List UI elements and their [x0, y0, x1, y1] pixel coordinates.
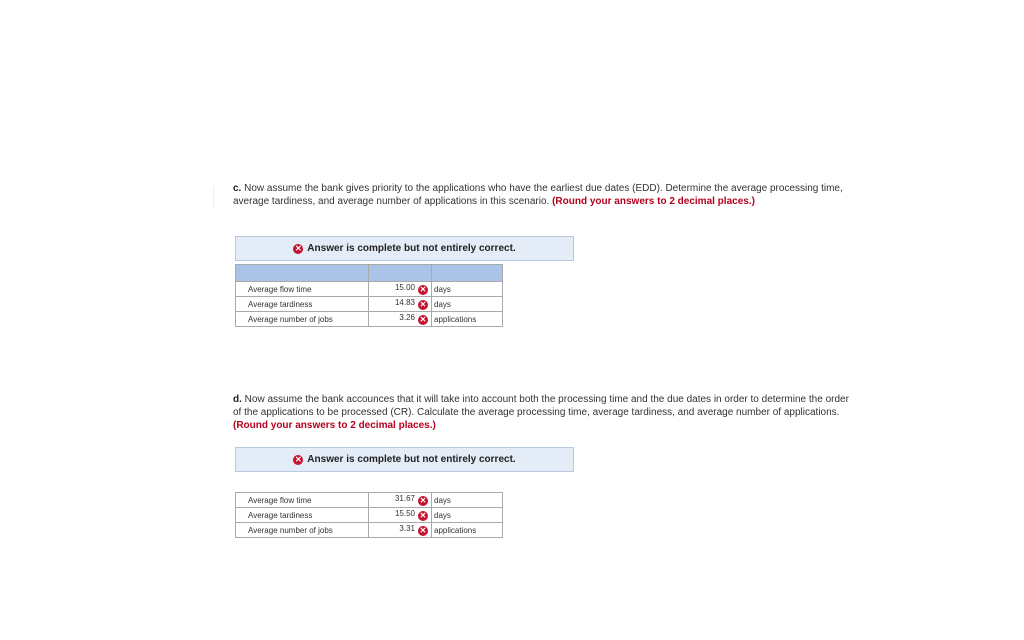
x-circle-icon: ✕ [419, 526, 427, 535]
table-row [236, 282, 503, 297]
question-c-hint: (Round your answers to 2 decimal places.) [552, 196, 755, 207]
question-c [233, 182, 858, 208]
answer-status-text-c: Answer is complete but not entirely correct. [307, 243, 516, 254]
x-circle-icon: ✕ [419, 496, 427, 505]
x-circle-icon: ✕ [294, 454, 302, 464]
table-row [236, 297, 503, 312]
answer-input[interactable]: 15.00 ✕ [369, 282, 432, 297]
answer-table-c [235, 264, 503, 327]
answer-input[interactable]: 3.31 ✕ [369, 523, 432, 538]
table-header-row [236, 265, 503, 282]
table-row [236, 523, 503, 538]
answer-input[interactable]: 31.67 ✕ [369, 493, 432, 508]
answer-input[interactable]: 15.50 ✕ [369, 508, 432, 523]
row-unit: days [432, 282, 503, 297]
row-unit: days [432, 297, 503, 312]
question-d-hint: (Round your answers to 2 decimal places.) [233, 420, 436, 431]
row-unit: applications [432, 312, 503, 327]
row-label: Average tardiness [236, 508, 369, 523]
row-label: Average number of jobs [236, 312, 369, 327]
answer-table-d [235, 475, 503, 538]
x-circle-icon: ✕ [294, 243, 302, 253]
row-unit: applications [432, 523, 503, 538]
question-d-text: Now assume the bank accounces that it will take into account both the processing time and the due dates in order to determine the order of the applications to be processed (CR). Calculate the average processing time, average tardiness, and average number of applications. [233, 394, 849, 418]
table-header-row [236, 476, 503, 493]
row-label: Average flow time [236, 493, 369, 508]
row-unit: days [432, 508, 503, 523]
row-label: Average tardiness [236, 297, 369, 312]
table-row [236, 508, 503, 523]
table-row [236, 493, 503, 508]
x-circle-icon: ✕ [419, 315, 427, 324]
x-circle-icon: ✕ [419, 511, 427, 520]
row-unit: days [432, 493, 503, 508]
question-d-letter: d. [233, 394, 242, 405]
answer-input[interactable]: 14.83 ✕ [369, 297, 432, 312]
answer-status-banner-c [235, 236, 574, 261]
answer-status-banner-d [235, 447, 574, 472]
question-c-letter: c. [233, 183, 242, 194]
answer-input[interactable]: 3.26 ✕ [369, 312, 432, 327]
margin-rule [213, 186, 214, 208]
table-row [236, 312, 503, 327]
question-d [233, 393, 858, 432]
answer-status-text-d: Answer is complete but not entirely correct. [307, 454, 516, 465]
question-c-text: Now assume the bank gives priority to the applications who have the earliest due dates (EDD). Determine the average processing time, average tardiness, and average number of applications in this scenario. [233, 183, 843, 207]
x-circle-icon: ✕ [419, 285, 427, 294]
x-circle-icon: ✕ [419, 300, 427, 309]
row-label: Average number of jobs [236, 523, 369, 538]
row-label: Average flow time [236, 282, 369, 297]
